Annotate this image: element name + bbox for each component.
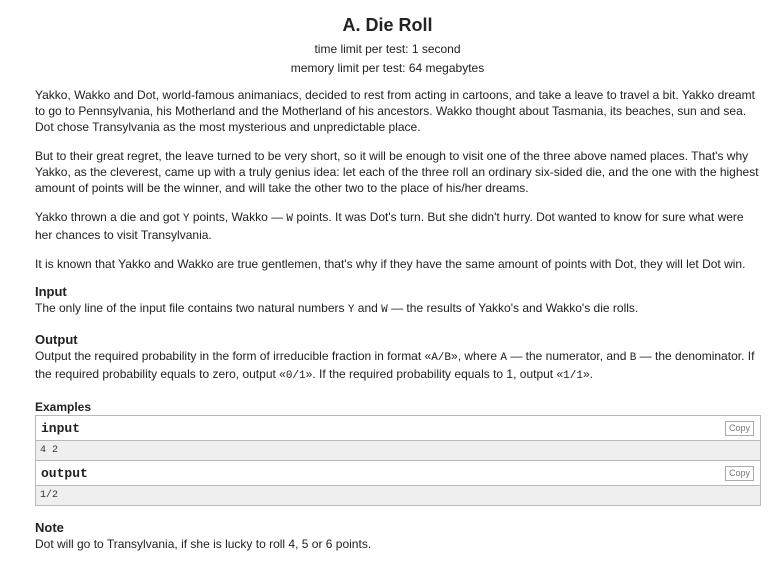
var-w: W <box>286 213 294 225</box>
statement-paragraph-2: But to their great regret, the leave turned to be very short, so it will be enough to visit one of the three above named places. That's why Yakko, as the cleverest, came up with a truly genius idea: let each of the three roll an ordinary six-sided die, and the one with the highest amount of points will be the winner, and will take the other two to the place of his/her dreams. <box>35 149 759 195</box>
input-heading: Input <box>35 284 67 299</box>
note-section <box>35 520 761 552</box>
problem-title: A. Die Roll <box>342 15 433 35</box>
statement-paragraph-1: Yakko, Wakko and Dot, world-famous animaniacs, decided to rest from acting in cartoons, and take a leave to travel a bit. Yakko dreamt to go to Pennsylvania, his Motherland and the Motherland of his ancestors. Wakko thought about Tasmania, its beaches, sun and sea. Dot chose Transylvania as the most mysterious and unpredictable place. <box>35 88 755 134</box>
output-section <box>35 332 761 384</box>
memory-limit: memory limit per test: 64 megabytes <box>290 61 485 75</box>
example-output-header <box>36 461 760 486</box>
input-section <box>35 284 761 318</box>
statement-paragraph-4: It is known that Yakko and Wakko are true gentlemen, that's why if they have the same amount of points with Dot, they will let Dot win. <box>35 257 746 271</box>
copy-input-button[interactable]: Copy <box>725 421 754 436</box>
example-input-value: 4 2 <box>36 441 760 461</box>
copy-output-button[interactable]: Copy <box>725 466 754 481</box>
example-input-label: input <box>41 420 81 436</box>
time-limit: time limit per test: 1 second <box>314 42 461 56</box>
output-heading: Output <box>35 332 78 347</box>
note-heading: Note <box>35 520 64 535</box>
example-output-label: output <box>41 465 88 481</box>
example-output-value: 1/2 <box>36 486 760 505</box>
note-text: Dot will go to Transylvania, if she is lucky to roll 4, 5 or 6 points. <box>35 537 372 551</box>
var-y: Y <box>182 213 190 225</box>
output-spec: Output the required probability in the form of irreducible fraction in format «A/B», where A — the numerator, and B — the denominator. If the required probability equals to zero, output «0/1». If the required probability equals to 1, output «1/1». <box>35 349 755 382</box>
limits <box>14 40 761 78</box>
examples-heading: Examples <box>35 400 92 414</box>
example-input-header <box>36 416 760 441</box>
statement-paragraph-3: Yakko thrown a die and got Y points, Wakko — W points. It was Dot's turn. But she didn't hurry. Dot wanted to know for sure what were her chances to visit Transylvania. <box>35 210 744 242</box>
examples-section <box>35 399 761 506</box>
example-box <box>35 415 761 506</box>
input-spec: The only line of the input file contains two natural numbers Y and W — the results of Yakko's and Wakko's die rolls. <box>35 301 639 316</box>
